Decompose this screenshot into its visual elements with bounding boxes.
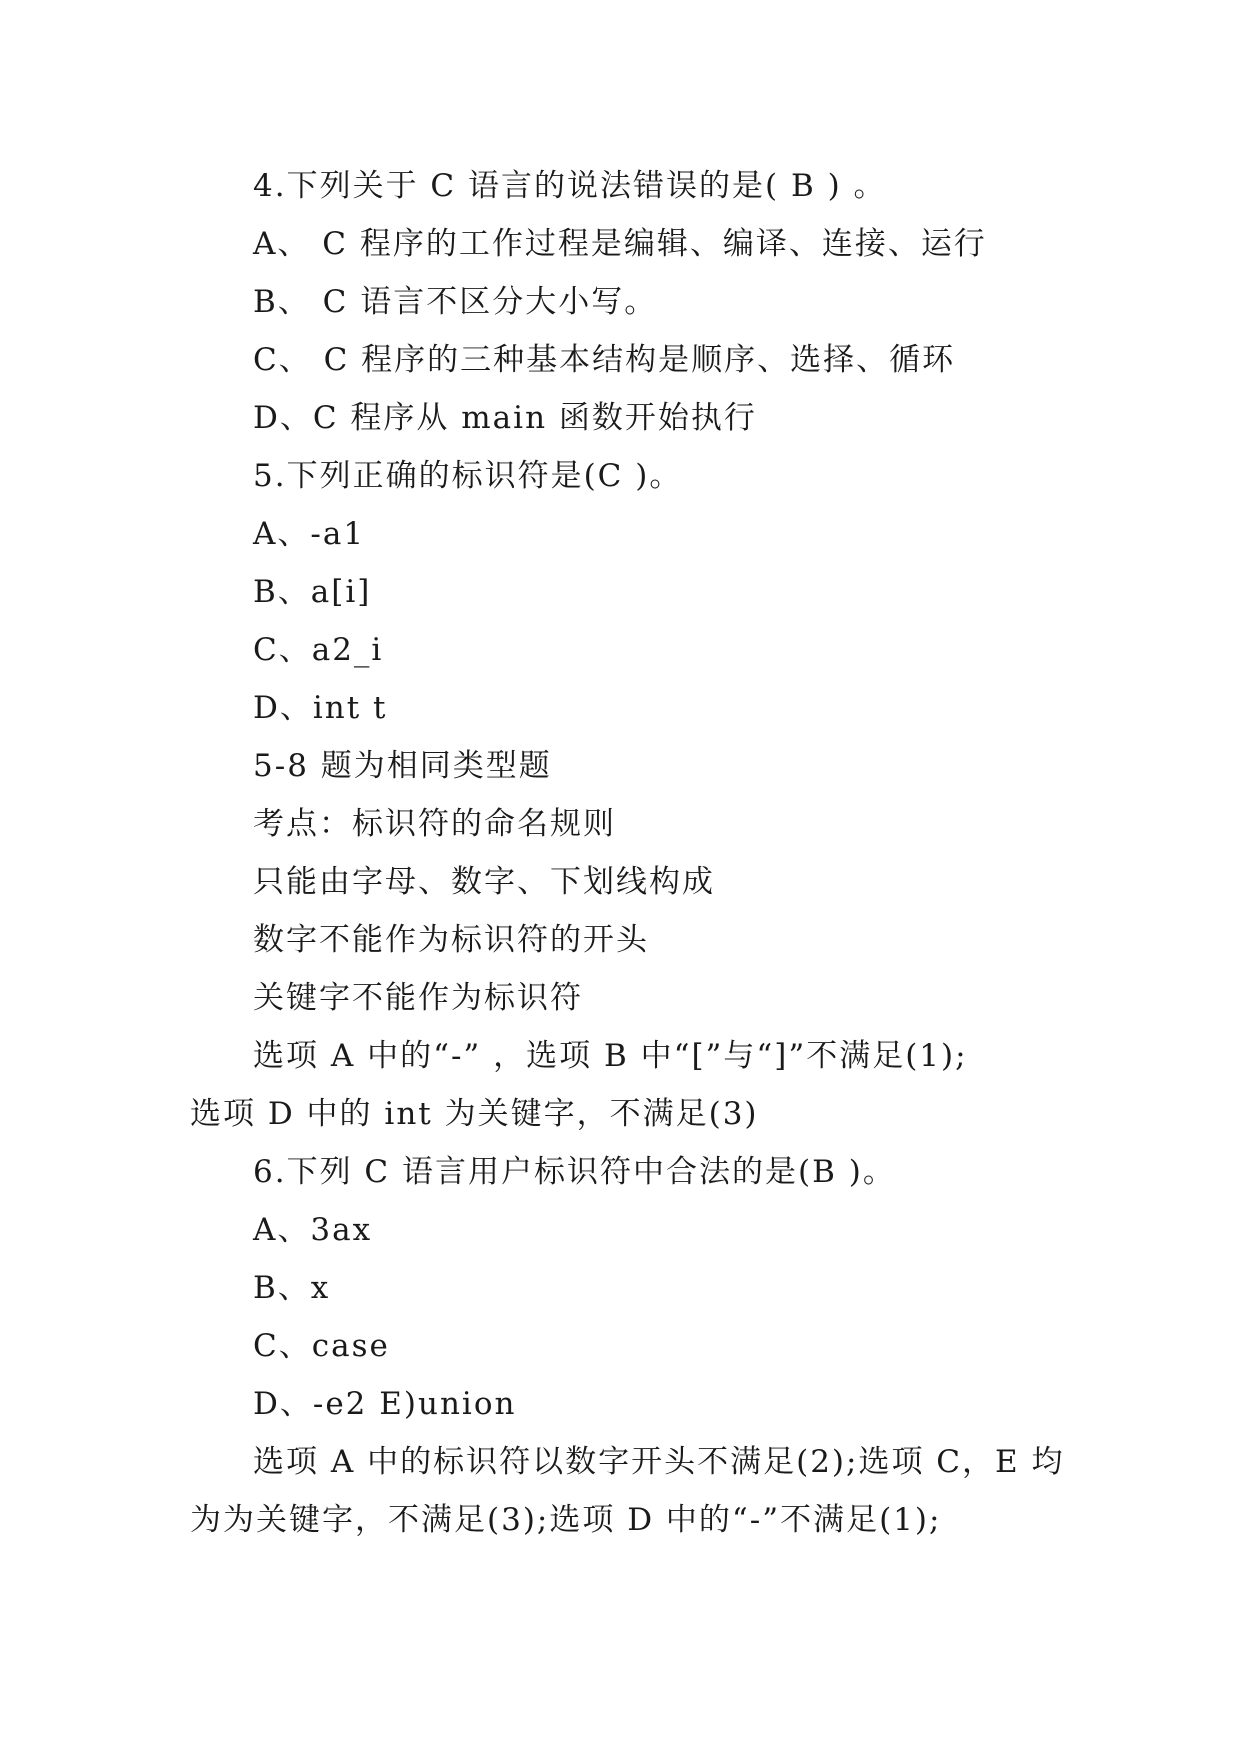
question-4-option-c: C、 C 程序的三种基本结构是顺序、选择、循环 [253,342,956,378]
question-5-stem: 5.下列正确的标识符是(C )。 [253,458,683,494]
question-5-option-a: A、-a1 [253,516,366,552]
question-4-option-d: D、C 程序从 main 函数开始执行 [253,400,757,436]
question-6-stem: 6.下列 C 语言用户标识符中合法的是(B )。 [253,1154,896,1190]
question-4-option-b: B、 C 语言不区分大小写。 [253,284,658,320]
question-6-option-c: C、case [253,1328,390,1364]
explanation-5-line-2: 选项 D 中的 int 为关键字，不满足(3) [190,1096,759,1132]
question-4-stem: 4.下列关于 C 语言的说法错误的是( B ) 。 [253,168,887,204]
question-5-option-b: B、a[i] [253,574,372,610]
question-4-option-a: A、 C 程序的工作过程是编辑、编译、连接、运行 [253,226,987,262]
question-5-option-d: D、int t [253,690,388,726]
rule-3: 关键字不能作为标识符 [253,980,583,1016]
explanation-6-line-1: 选项 A 中的标识符以数字开头不满足(2);选项 C，E 均 [253,1444,1065,1480]
question-6-option-d-e: D、-e2 E)union [253,1386,517,1422]
question-6-option-b: B、x [253,1270,331,1306]
question-6-option-a: A、3ax [253,1212,373,1248]
rule-2: 数字不能作为标识符的开头 [253,922,649,958]
explanation-6-line-2: 为为关键字，不满足(3);选项 D 中的“-”不满足(1); [190,1502,942,1538]
rule-1: 只能由字母、数字、下划线构成 [253,864,715,900]
note-question-group: 5-8 题为相同类型题 [253,748,552,784]
note-key-point: 考点：标识符的命名规则 [253,806,616,842]
explanation-5-line-1: 选项 A 中的“-” ，选项 B 中“[”与“]”不满足(1); [253,1038,968,1074]
question-5-option-c: C、a2_i [253,632,384,668]
